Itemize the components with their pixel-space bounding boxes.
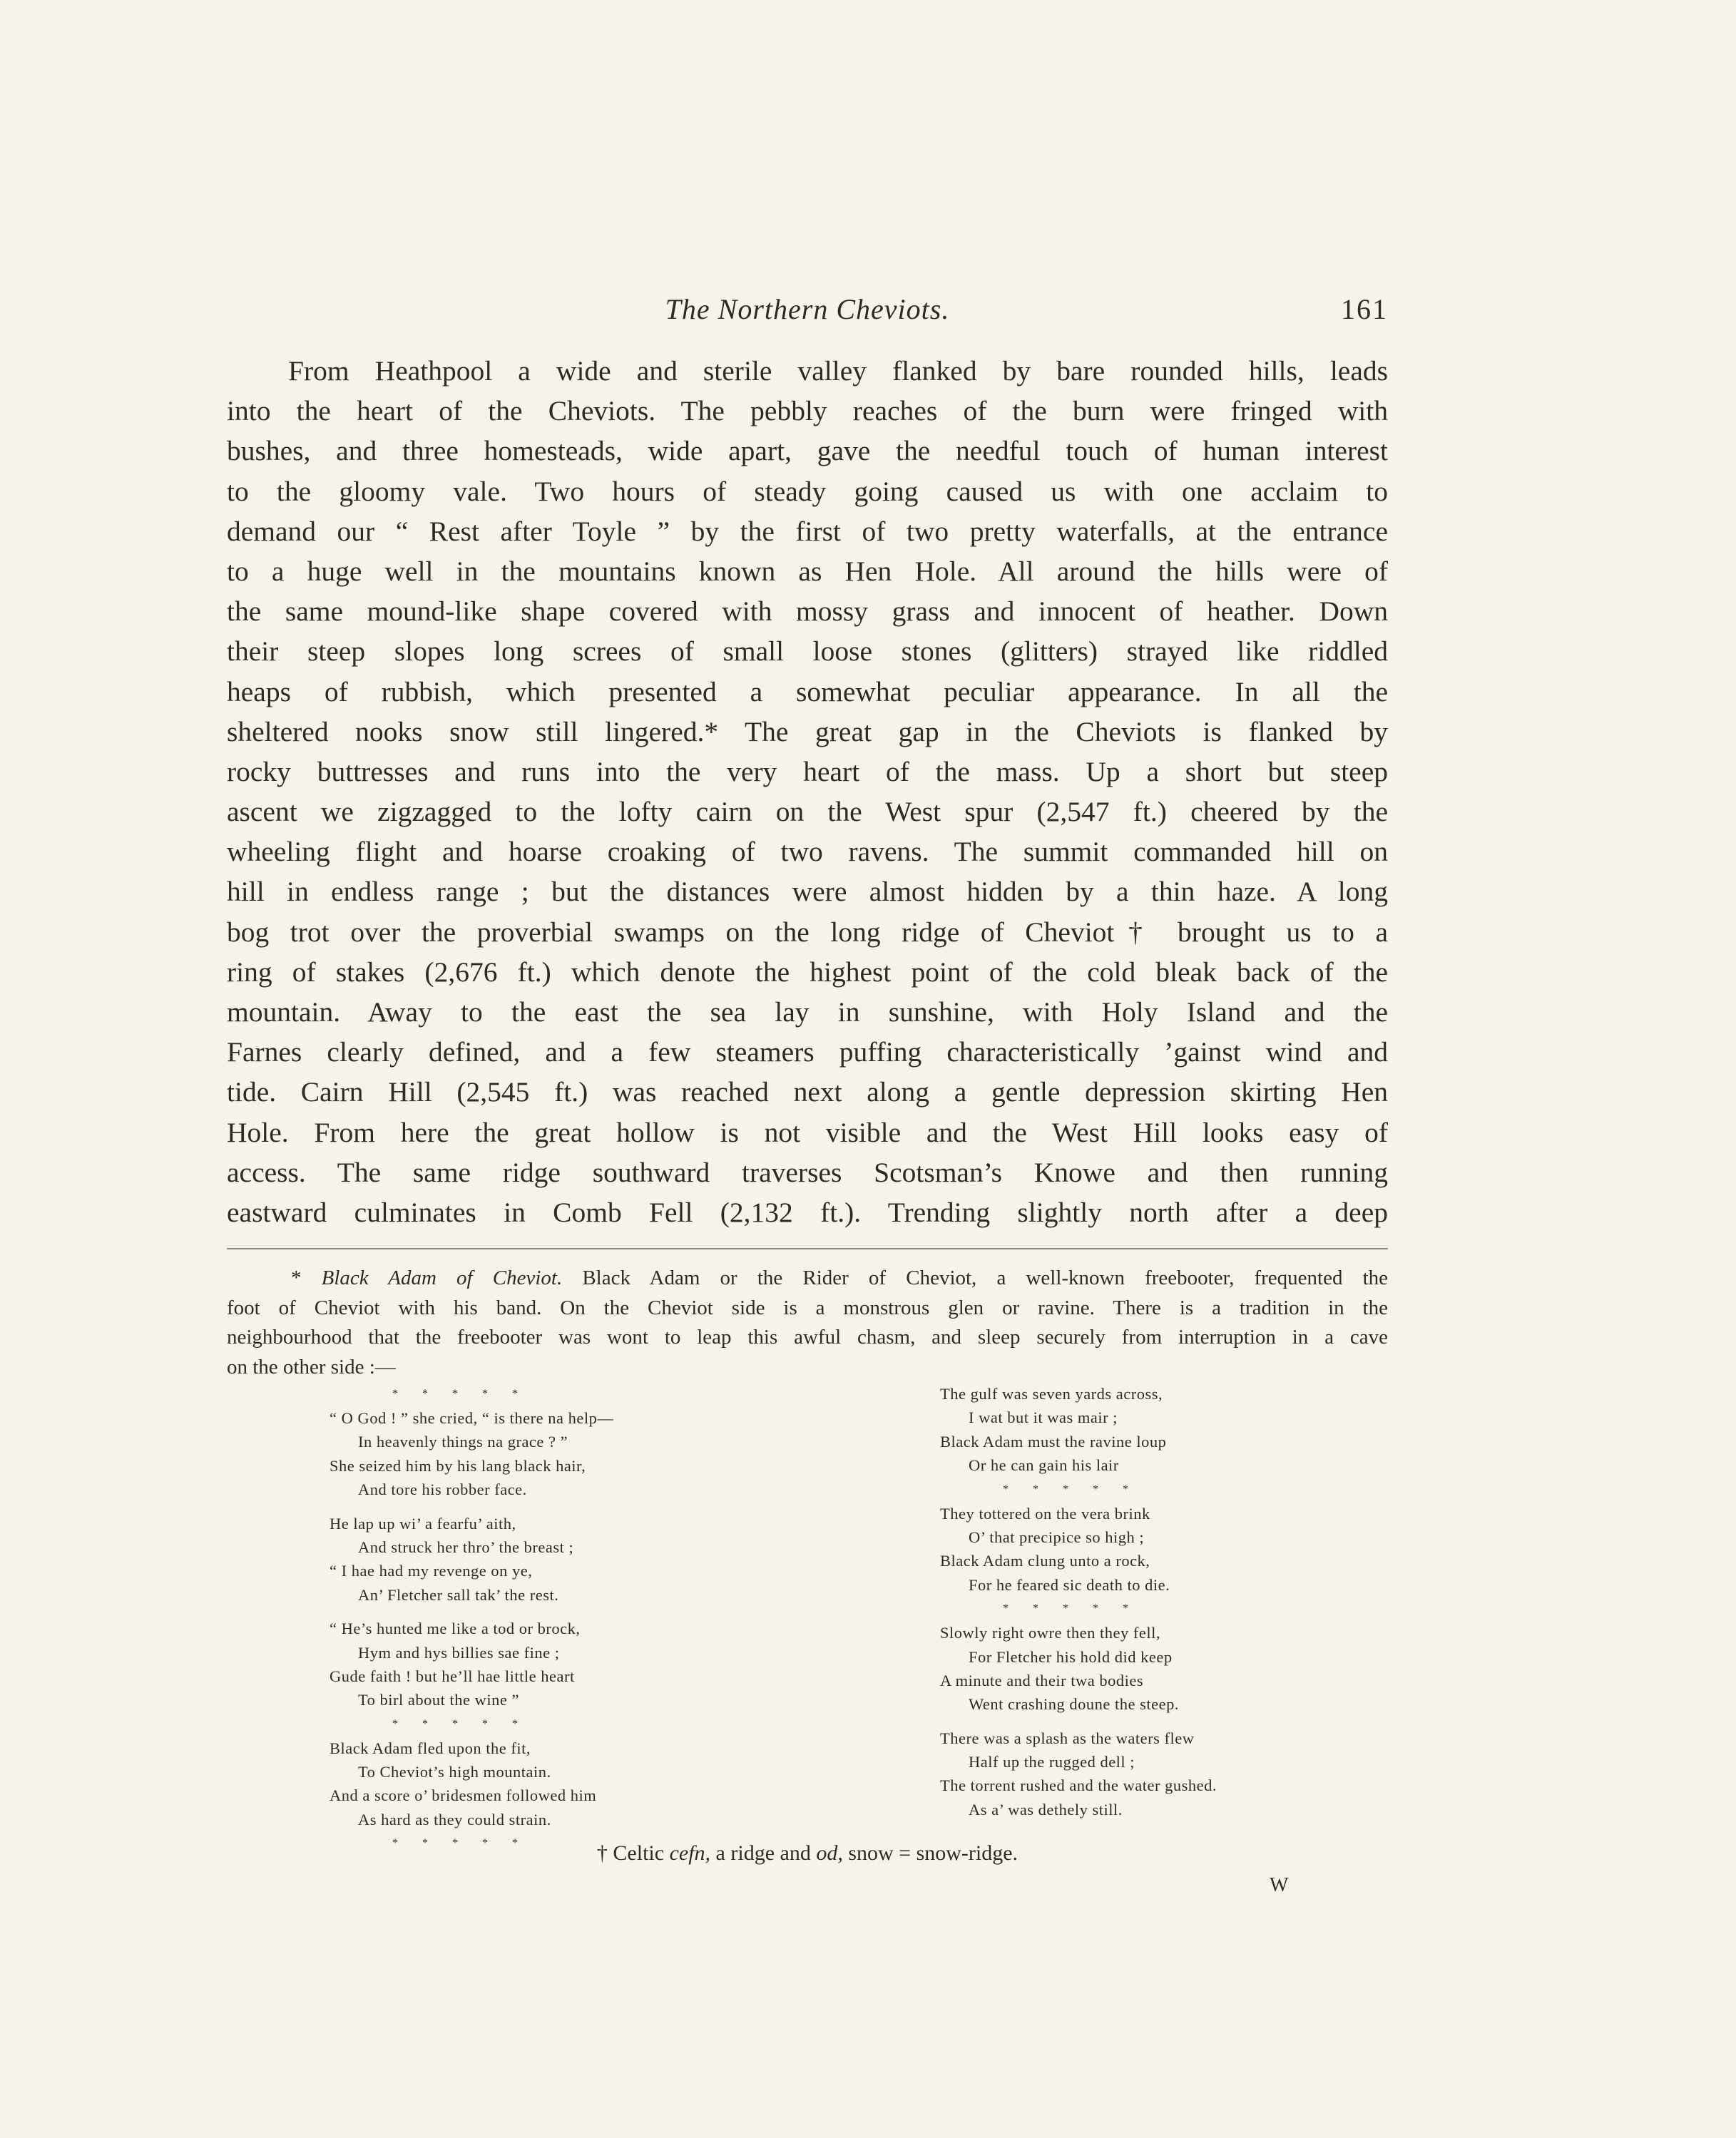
page-number: 161 [1341,293,1388,325]
footnote-dagger-word1: cefn, [669,1841,711,1865]
body-line: Farnes clearly defined, and a few steamers puffing characteristically ’gainst wind and [227,1036,1388,1068]
body-line: mountain. Away to the east the sea lay in sunshine, with Holy Island and the [227,996,1388,1028]
footnote-title: Black Adam of Cheviot. [321,1267,563,1289]
footnote-star-text [227,1264,1388,1382]
body-line: heaps of rubbish, which presented a somewhat peculiar appearance. In all the [227,675,1388,707]
body-line: their steep slopes long screes of small loose stones (glitters) strayed like riddled [227,635,1388,668]
stanza-gap [940,1717,1382,1727]
footnote-line [227,1264,1388,1294]
poem-line: The torrent rushed and the water gushed. [940,1776,1217,1795]
poem-line: Black Adam must the ravine loup [940,1432,1167,1451]
body-line: eastward culminates in Comb Fell (2,132 ft.). Trending slightly north after a deep [227,1196,1388,1228]
poem-line: Half up the rugged dell ; [969,1753,1135,1771]
signature-mark: W [1270,1874,1290,1896]
stanza-break: * * * * * [392,1837,521,1850]
poem-line: “ He’s hunted me like a tod or brock, [330,1620,581,1638]
poem-line: Black Adam clung unto a rock, [940,1552,1150,1570]
body-line: ring of stakes (2,676 ft.) which denote the highest point of the cold bleak back of the [227,956,1388,988]
body-line: the same mound-like shape covered with mossy grass and innocent of heather. Down [227,595,1388,628]
body-line: wheeling flight and hoarse croaking of two ravens. The summit commanded hill on [227,836,1388,868]
stanza-gap [330,1607,729,1617]
body-line: From Heathpool a wide and sterile valley flanked by bare rounded hills, leads [288,355,1388,387]
poem-line: As a’ was dethely still. [969,1800,1123,1819]
footnote-rule [227,1248,1388,1249]
stanza-break: * * * * * [392,1388,521,1400]
poem-line: Gude faith ! but he’ll hae little heart [330,1667,575,1685]
poem-line: “ O God ! ” she cried, “ is there na help— [330,1409,614,1427]
body-line: ascent we zigzagged to the lofty cairn on the West spur (2,547 ft.) cheered by the [227,796,1388,828]
body-line: to a huge well in the mountains known as Hen Hole. All around the hills were of [227,555,1388,587]
body-paragraph [227,351,1388,1232]
footnote-dagger-end: snow = snow-ridge. [848,1841,1018,1865]
footnote-dagger-mid: a ridge and [715,1841,811,1865]
poem-line: Or he can gain his lair [969,1456,1119,1475]
stanza-break: * * * * * [1003,1483,1131,1495]
poem-line: There was a splash as the waters flew [940,1729,1195,1747]
stanza-break: * * * * * [392,1717,521,1730]
stanza-break: * * * * * [1003,1602,1131,1615]
poem-line: O’ that precipice so high ; [969,1528,1145,1546]
poem-line: The gulf was seven yards across, [940,1385,1163,1403]
poem-line: And struck her thro’ the breast ; [358,1538,574,1556]
poem-line: Slowly right owre then they fell, [940,1624,1160,1642]
poem-line: She seized him by his lang black hair, [330,1456,586,1475]
poem-line: As hard as they could strain. [358,1810,551,1828]
poem-line: And tore his robber face. [358,1480,527,1499]
poem-line: Went crashing doune the steep. [969,1695,1179,1714]
footnote-line: on the other side :— [227,1355,396,1379]
body-line: hill in endless range ; but the distances were almost hidden by a thin haze. A long [227,876,1388,908]
footnote-line-rest: Black Adam or the Rider of Cheviot, a well-known freebooter, frequented the [582,1267,1389,1289]
body-line: access. The same ridge southward traverses Scotsman’s Knowe and then running [227,1156,1388,1188]
poem-line: For he feared sic death to die. [969,1575,1170,1594]
poem-column-left [330,1382,729,1856]
footnote-line: neighbourhood that the freebooter was wont to leap this awful chasm, and sleep securely from interruption in a cave [227,1326,1388,1349]
poem-line: In heavenly things na grace ? ” [358,1433,568,1451]
running-head [227,292,1388,335]
stanza-gap [330,1502,729,1512]
poem-line: He lap up wi’ a fearfu’ aith, [330,1514,516,1533]
poem-line: A minute and their twa bodies [940,1671,1144,1689]
poem-line: Hym and hys billies sae fine ; [358,1643,560,1662]
body-line: sheltered nooks snow still lingered.* The great gap in the Cheviots is flanked by [227,715,1388,747]
footnote-line: foot of Cheviot with his band. On the Cheviot side is a monstrous glen or ravine. There is a tradition in the [227,1296,1388,1319]
poem-line: For Fletcher his hold did keep [969,1647,1173,1666]
footnote-dagger-word2: od, [816,1841,843,1865]
body-line: rocky buttresses and runs into the very heart of the mass. Up a short but steep [227,755,1388,787]
poem-line: Black Adam fled upon the fit, [330,1739,531,1757]
poem-line: I wat but it was mair ; [969,1408,1118,1427]
footnote-dagger-marker: † Celtic [596,1841,665,1865]
poem-line: To birl about the wine ” [358,1691,519,1709]
body-line: demand our “ Rest after Toyle ” by the first of two pretty waterfalls, at the entrance [227,515,1388,547]
footnote-marker: * [291,1267,302,1289]
body-line: to the gloomy vale. Two hours of steady going caused us with one acclaim to [227,475,1388,507]
poem-line: “ I hae had my revenge on ye, [330,1562,533,1580]
footnote-dagger [227,1841,1388,1866]
poem-line: And a score o’ bridesmen followed him [330,1786,597,1805]
body-line: Hole. From here the great hollow is not visible and the West Hill looks easy of [227,1116,1388,1148]
poem-line: To Cheviot’s high mountain. [358,1763,551,1781]
body-line: tide. Cairn Hill (2,545 ft.) was reached next along a gentle depression skirting Hen [227,1076,1388,1108]
body-line: bushes, and three homesteads, wide apart, gave the needful touch of human interest [227,435,1388,467]
body-line: into the heart of the Cheviots. The pebbly reaches of the burn were fringed with [227,395,1388,427]
poem-column-right [940,1382,1382,1821]
running-title: The Northern Cheviots. [665,293,950,325]
body-line: bog trot over the proverbial swamps on the long ridge of Cheviot† brought us to a [227,916,1388,948]
poem-line: They tottered on the vera brink [940,1504,1150,1523]
poem-line: An’ Fletcher sall tak’ the rest. [358,1585,559,1604]
